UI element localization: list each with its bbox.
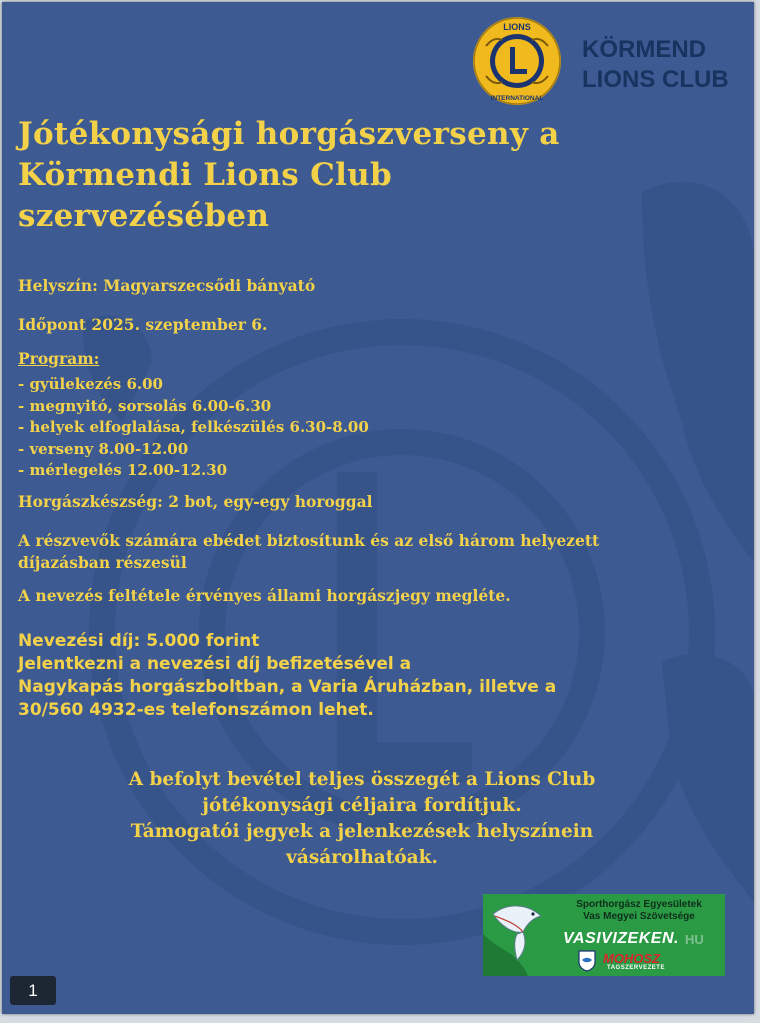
fee-line-1: Nevezési díj: 5.000 forint [18,631,260,651]
emblem-top-text: LIONS [503,22,531,32]
title-line-1: Jótékonysági horgászverseny a [18,116,560,152]
equipment-text: Horgászkészség: 2 bot, egy-egy horoggal [18,492,373,511]
lunch-text [18,530,599,574]
title-line-3: szervezésében [18,198,270,234]
date-text: Időpont 2025. szeptember 6. [18,315,268,334]
lions-emblem-icon [472,16,562,106]
closing-line-3: Támogatói jegyek a jelenkezések helyszínein [130,821,594,842]
lunch-line-2: díjazásban részesül [18,553,187,572]
mohosz-subtext: TAGSZERVEZETE [607,965,665,971]
sponsor-line-1: Sporthorgász Egyesületek [576,899,702,910]
club-name-line1: KÖRMEND [582,36,706,63]
program-item: - verseny 8.00-12.00 [18,439,189,458]
page-number-badge: 1 [10,976,56,1005]
program-item: - mérlegelés 12.00-12.30 [18,461,228,479]
club-name-line2: LIONS CLUB [582,66,729,93]
sponsor-line-2: Vas Megyei Szövetsége [583,911,695,922]
fee-line-2: Jelentkezni a nevezési díj befizetésével a [18,654,412,674]
mohosz-badge-icon [578,950,596,972]
program-heading: Program: [18,349,100,368]
program-item: - gyülekezés 6.00 [18,375,163,393]
closing-line-4: vásárolhatóak. [286,847,438,868]
closing-text [72,767,652,871]
program-item: - megnyitó, sorsolás 6.00-6.30 [18,396,272,415]
emblem-bottom-text: INTERNATIONAL [490,95,544,102]
fee-info [18,630,556,722]
fee-line-4: 30/560 4932-es telefonszámon lehet. [18,700,374,720]
club-name [582,35,729,95]
mohosz-text: MOHOSZ [603,951,661,966]
location-text: Helyszín: Magyarszecsődi bányató [18,276,316,295]
lunch-line-1: A részvevők számára ebédet biztosítunk és az első három helyezett [18,531,600,550]
sponsor-brand-suffix: HU [685,932,704,947]
closing-line-2: jótékonysági céljaira fordítjuk. [202,795,522,816]
fish-icon [483,894,553,976]
program-item: - helyek elfoglalása, felkészülés 6.30-8.00 [18,418,369,436]
program-list [18,374,369,482]
condition-text: A nevezés feltétele érvényes állami horgászjegy megléte. [18,586,511,605]
sponsor-brand: VASIVIZEKEN. [563,930,679,947]
flyer-page [2,2,754,1014]
sponsor-org-name [555,899,723,923]
closing-line-1: A befolyt bevétel teljes összegét a Lions Club [128,769,596,790]
title-line-2: Körmendi Lions Club [18,157,392,193]
flyer-title [18,114,678,237]
fee-line-3: Nagykapás horgászboltban, a Varia Áruházban, illetve a [18,677,557,697]
sponsor-logo [483,894,725,976]
